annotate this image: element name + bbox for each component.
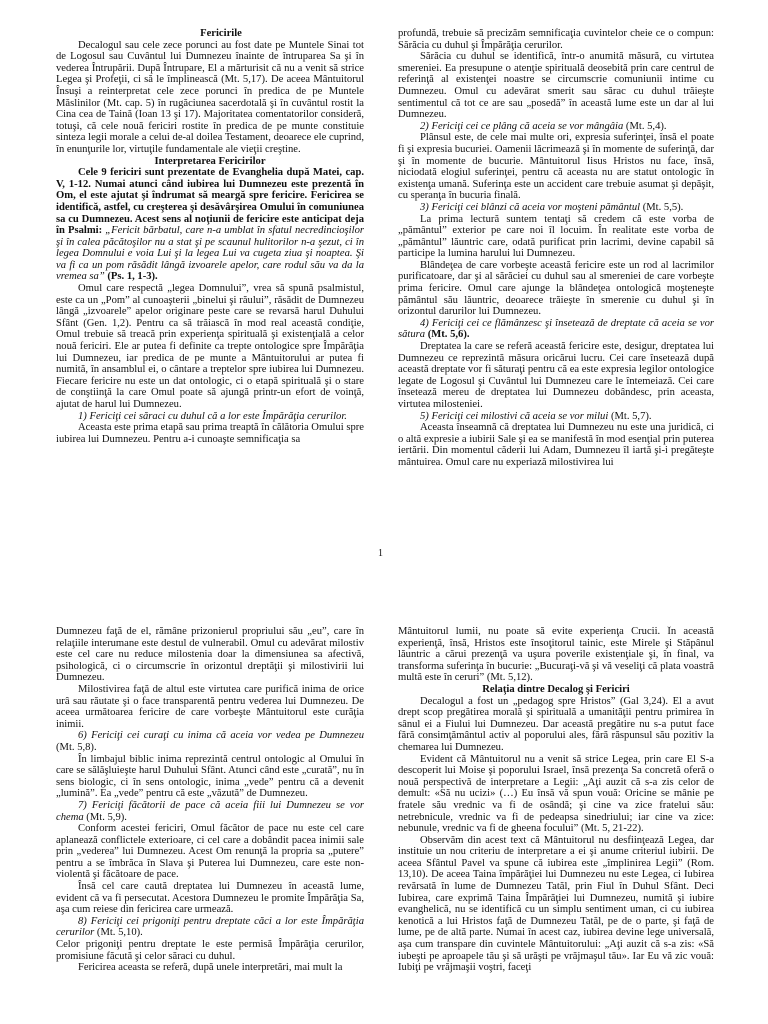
beatitude-3 [398, 202, 714, 214]
beatitude-ref: (Mt. 5,4). [623, 120, 667, 132]
paragraph: Aceasta înseamnă că dreptatea lui Dumnezeu nu este una juridică, ci o altă expresie a iubirii Sale şi ea se manifestă în mod esenţial prin puterea iertării. Din momentul căderii lui Adam, Dumnezeu îl iartă şi-i pregăteşte mântuirea. Omul care nu experiază milostivirea lui [398, 422, 714, 468]
psalm-quote: „Fericit bărbatul, care n-a umblat în sfatul necredincioşilor şi în calea păcătoşilor nu a stat şi pe scaunul hulitorilor n-a şezut, ci în legea Domnului e voia Lui şi la legea Lui va cugeta ziua şi noaptea. Şi va fi ca un pom răsădit lângă izvoarele apelor, care rodul său va da la vremea sa” [56, 225, 364, 283]
paragraph: Fericirea aceasta se referă, după unele interpretări, mai mult la [78, 962, 343, 974]
beatitude-text: 8) Fericiţi cei prigoniţi pentru dreptate căci a lor este Împărăţia cerurilor [56, 915, 364, 939]
page-number: 1 [378, 548, 383, 559]
paragraph: Dreptatea la care se referă această fericire este, desigur, dreptatea lui Dumnezeu ce reprezintă măsura oricărui lucru. Cei care însetează după această dreptate vor fi săturaţi pentru că ea este expresia legilor ontologice legate de Logosul şi Cuvântul lui Dumnezeu care le întemeiază. Cei care însetează mereu de dreptatea lui Dumnezeu dobândesc, prin aceasta, virtutea milosteniei. [398, 341, 714, 410]
beatitude-ref: (Mt. 5,10). [94, 927, 143, 939]
beatitude-5 [398, 411, 714, 423]
bold-text: Cele 9 fericiri sunt prezentate de Evanghelia după Matei, cap. V, 1-12. Numai atunci când iubirea lui Dumnezeu este prezentă în Om, el este ajutat şi îndrumat să meargă spre fericire. Fericirea se identifică, astfel, cu creşterea şi desăvârşirea Omului în comuniunea sa cu Dumnezeu. Acest sens al noţiunii de fericire este anticipat deja în Psalmi: [56, 167, 364, 237]
paragraph: La prima lectură suntem tentaţi să credem că este vorba de „pământul” exterior pe care noi îl locuim. În realitate este vorba de „pământul” lăuntric care, odată purificat prin lacrimi, devine capabil să participe la lumina harului lui Dumnezeu. [398, 213, 714, 260]
beatitude-2 [398, 121, 714, 133]
paragraph: Decalogul sau cele zece porunci au fost date pe Muntele Sinai tot de Logosul sau Cuvântul lui Dumnezeu înainte de întruparea Sa şi în vederea Întrupării. După Întrupare, El a mărturisit că nu a venit să strice Legea şi Profeţii, ci să le împlinească (Mt. 5,17). De aceea Mântuitorul Însuşi a reinterpretat cele zece porunci în predica de pe Muntele Măslinilor (Mt. cap. 5) în rugăciunea sacerdotală şi în cuvântul rostit la Cina cea de Taină (Ioan 13 şi 17). Majoritatea comentatorilor consideră, totuşi, că cele nouă fericiri rostite în predica de pe munte constituie sinteza legii morale a celui de-al doilea Testament, deoarece ele cuprind, în enunţurile lor, virtuţile fundamentale ale vieţii creştine. [56, 39, 364, 155]
beatitude-4 [398, 318, 714, 341]
paragraph: Observăm din acest text că Mântuitorul nu desfiinţează Legea, dar instituie un nou criteriu de interpretare a ei şi anume criteriul iubirii. De aceea Sfântul Pavel va spune că iubirea este „împlinirea Legii” (Rom. 13,10). De aceea Taina împărăţiei lui Dumnezeu nu este Legea, ci Iubirea revărsată în lume de Dumnezeu Tatăl, prin Fiul în Duhul Sfânt. Deci Iubirea, care exprimă Taina Împărăţiei lui Dumnezeu, numită şi iubire evanghelică, nu se identifică cu un simplu sentiment uman, ci cu iubirea kenotică a lui Hristos faţă de Dumnezeu Tatăl, pe de o parte, şi faţă de lume, pe de altă parte. Numai în acest caz, iubirea devine lege universală, aşa cum transpare din cuvintele Mântuitorului: „Aţi auzit că s-a zis: «Să iubeşti pe aproapele tău şi să urăşti pe vrăjmaşul tău». Iar Eu vă zic vouă: Iubiţi pe vrăjmaşii voştri, faceţi [398, 834, 714, 974]
paragraph: Sărăcia cu duhul se identifică, într-o anumită măsură, cu virtutea smereniei. Ea presupune o atenţie spirituală deosebită prin care centrul de referinţă al existenţei noastre se circumscrie comuniunii intime cu Dumnezeu. Omul cu adevărat smerit sau sărac cu duhul trăieşte sentimentul că tot ce are sau „posedă” în această lume este un dar al lui Dumnezeu. [398, 51, 714, 121]
paragraph: Blândeţea de care vorbeşte această fericire este un rod al lacrimilor purificatoare, dar şi al sărăciei cu duhul sau al smereniei de care vorbeşte prima fericire. Omul care ajunge la blândeţea ontologică moşteneşte pământul său lăuntric, deoarece trăieşte în smerenie cu duhul şi în orizontul darurilor lui Dumnezeu. [398, 259, 714, 318]
paragraph: Evident că Mântuitorul nu a venit să strice Legea, prin care El S-a descoperit lui Moise şi poporului Israel, însă prezenţa Sa concretă oferă o nouă perspectivă de interpretare a Legii: „Aţi auzit că s-a zis celor de demult: «Să nu ucizi» (…) Eu însă vă spun vouă: Oricine se mânie pe fratele său vrednic va fi de osândă; şi cine va zice fratelui său: netrebnicule, vrednic va fi de pedeapsa sinedriului; iar cine va zice: nebunule, vrednic va fi de gheena focului” (Mt. 5, 21-22). [398, 753, 714, 835]
page-title: Fericirile [200, 28, 242, 39]
paragraph: Milostivirea faţă de altul este virtutea care purifică inima de orice urâ sau răutate şi o face transparentă pentru vederea lui Dumnezeu. De aceea următoarea fericire de care vorbeşte Mântuitorul este curăţia inimii. [56, 683, 364, 730]
column-2 [398, 28, 714, 543]
beatitude-text: 5) Fericiţi cei milostivi că aceia se vor milui [420, 410, 609, 422]
beatitude-ref: (Mt. 5,8). [56, 741, 97, 753]
column-1 [56, 28, 364, 543]
beatitude-8 [56, 916, 364, 939]
paragraph: Celor prigoniţi pentru dreptate le este permisă Împărăţia cerurilor, promisiune făcută şi celor săraci cu duhul. [56, 939, 364, 962]
beatitude-ref: (Mt. 5,9). [83, 811, 127, 823]
paragraph: Mântuitorul lumii, nu poate să evite experienţa Crucii. În această experienţă, însă, Hristos este însoţitorul tainic, este Mirele şi Stăpânul lăuntric a cărui prezenţă va uşura poverile existenţiale şi, în final, va transforma suferinţa în bucurie: „Bucuraţi-vă şi vă veseliţi că plata voastră multă este în ceruri” (Mt. 5,12). [398, 626, 714, 684]
beatitude-6 [56, 730, 364, 753]
beatitude-ref: (Mt. 5,5). [640, 201, 684, 213]
section-subtitle: Relaţia dintre Decalog şi Fericiri [482, 683, 630, 695]
psalm-ref: (Ps. 1, 1-3). [104, 271, 158, 283]
paragraph: În limbajul biblic inima reprezintă centrul ontologic al Omului în care se sălăşluieşte harul Duhului Sfânt. Atunci când este „curată”, nu în sens biologic, ci în sens ontologic, inima „vede” pentru că a devenit „lumină”. Ea „vede” pentru că este „văzută” de Dumnezeu. [56, 753, 364, 800]
beatitude-1: 1) Fericiţi cei săraci cu duhul că a lor este Împărăţia cerurilor. [78, 410, 347, 422]
beatitude-text: 3) Fericiţi cei blânzi că aceia vor moşteni pământul [420, 201, 641, 213]
beatitude-ref: (Mt. 5,7). [608, 410, 652, 422]
beatitude-text: 7) Fericiţi făcătorii de pace că aceia fiii lui Dumnezeu se vor chema [56, 799, 364, 823]
paragraph [56, 167, 364, 283]
beatitude-text: 2) Fericiţi cei ce plâng că aceia se vor mângâia [420, 120, 624, 132]
beatitude-text: 6) Fericiţi cei curaţi cu inima că aceia vor vedea pe Dumnezeu [78, 730, 364, 742]
paragraph: Aceasta este prima etapă sau prima treaptă în călătoria Omului spre iubirea lui Dumnezeu. Pentru a-i cunoaşte semnificaţia sa [56, 422, 364, 445]
paragraph: Conform acestei fericiri, Omul făcător de pace nu este cel care aplanează conflictele exterioare, ci cel care a dobândit pacea inimii sale prin „vederea” lui Dumnezeu. Acest Om renunţă la propria sa „putere” pentru a se îmbrăca în Slava şi Puterea lui Dumnezeu, care este non-violentă şi făcătoare de pace. [56, 823, 364, 881]
paragraph: Omul care respectă „legea Domnului”, vrea să spună psalmistul, este ca un „Pom” al cunoaşterii „binelui şi răului”, răsădit de Dumnezeu lângă „izvoarele” apelor originare peste care se revarsă harul Duhului Sfânt (Gen. 1,2). Pentru ca să trăiască în mod real această condiţie, Omul trebuie să treacă prin experienţa spirituală şi existenţială a celor nouă fericiri. Ele ar putea fi definite ca trepte ontologice spre Împărăţia lui Dumnezeu, iar predica de pe munte a Mântuitorului ar putea fi numită, în ansamblul ei, o cântare a treptelor spre iubirea lui Dumnezeu. Fiecare fericire nu este un dat ontologic, ci o etapă spirituală şi o stare de conştiinţă la care Omul poate să ajungă printr-un efort de voinţă, ajutat de harul lui Dumnezeu. [56, 283, 364, 410]
beatitude-ref: (Mt. 5,6). [425, 329, 470, 341]
column-3 [56, 626, 364, 1024]
column-4 [398, 626, 714, 1024]
paragraph: Plânsul este, de cele mai multe ori, expresia suferinţei, însă el poate fi şi expresia bucuriei. Oamenii lăcrimează şi în momente de suferinţă, dar şi în momente de bucurie. Mântuitorul Iisus Hristos nu face, însă, niciodată elogiul suferinţei, pentru că aceasta nu are statut ontologic în existenţa umană. Suferinţa este un accident care trebuie asumat şi depăşit, cu speranţa în bucuria finală. [398, 132, 714, 202]
paragraph: Dumnezeu faţă de el, rămâne prizonierul propriului său „eu”, care în relaţiile interumane este destul de vulnerabil. Omul cu adevărat milostiv este cel care nu reduce milostenia doar la dimensiunea sa afectivă, psihologică, ci o circumscrie în orizontul dreptăţii şi milostivirii lui Dumnezeu. [56, 626, 364, 684]
beatitude-7 [56, 800, 364, 823]
beatitude-text: 4) Fericiţi cei ce flămânzesc şi însetează de dreptate că aceia se vor sătura [398, 317, 714, 341]
paragraph: profundă, trebuie să precizăm semnificaţia cuvintelor cheie ce o compun: Sărăcia cu duhul şi Împărăţia cerurilor. [398, 28, 714, 51]
paragraph: Însă cel care caută dreptatea lui Dumnezeu în această lume, evident că va fi persecutat. Acestora Dumnezeu le promite Împărăţia Sa, aşa cum reiese din fericirea care urmează. [56, 881, 364, 916]
section-subtitle: Interpretarea Fericirilor [154, 155, 266, 167]
paragraph: Decalogul a fost un „pedagog spre Hristos” (Gal 3,24). El a avut drept scop pregătirea morală şi spirituală a umanităţii pentru primirea în sânul ei a Fiului lui Dumnezeu. Dar această pregătire nu s-a putut face fără consimţământul activ al poporului ales, fără răspunsul său pozitiv la chemarea lui Dumnezeu. [398, 695, 714, 753]
